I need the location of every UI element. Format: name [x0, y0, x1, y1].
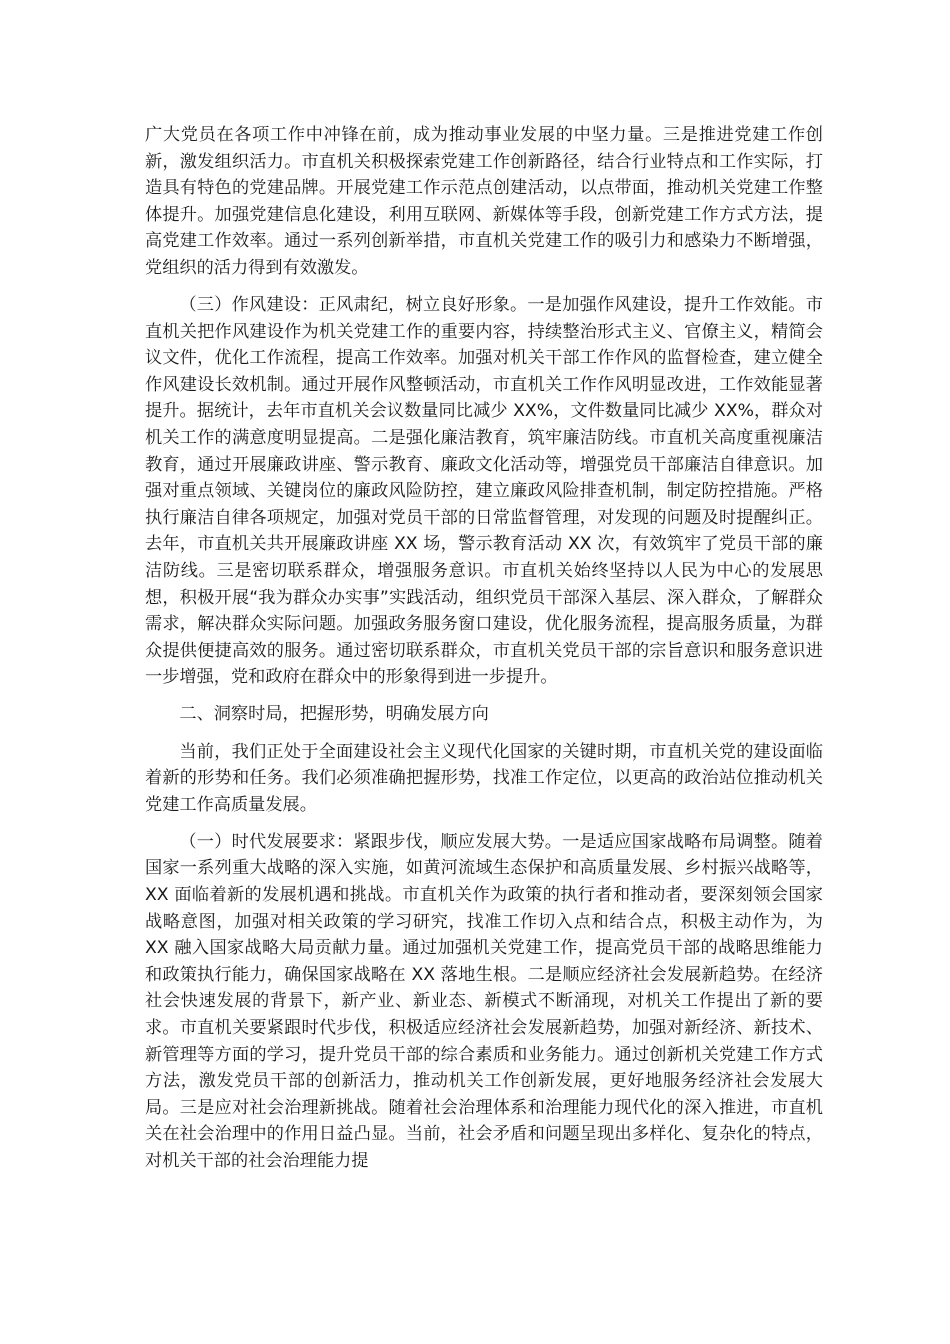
section-heading: 二、洞察时局，把握形势，明确发展方向	[179, 704, 489, 725]
paragraph-continuation: 广大党员在各项工作中冲锋在前，成为推动事业发展的中坚力量。三是推进党建工作创新，激发组织活力。市直机关积极探索党建工作创新路径，结合行业特点和工作实际，打造具有特色的党建品牌。开展党建工作示范点创建活动，以点带面，推动机关党建工作整体提升。加强党建信息化建设，利用互联网、新媒体等手段，创新党建工作方式方法，提高党建工作效率。通过一系列创新举措，市直机关党建工作的吸引力和感染力不断增强，党组织的活力得到有效激发。	[145, 125, 823, 278]
paragraph-conduct-building: （三）作风建设：正风肃纪，树立良好形象。一是加强作风建设，提升工作效能。市直机关把作风建设作为机关党建工作的重要内容，持续整治形式主义、官僚主义，精简会议文件，优化工作流程，提高工作效率。加强对机关干部工作作风的监督检查，建立健全作风建设长效机制。通过开展作风整顿活动，市直机关工作作风明显改进，工作效能显著提升。据统计，去年市直机关会议数量同比减少 XX%，文件数量同比减少 XX%，群众对机关工作的满意度明显提高。二是强化廉洁教育，筑牢廉洁防线。市直机关高度重视廉洁教育，通过开展廉政讲座、警示教育、廉政文化活动等，增强党员干部廉洁自律意识。加强对重点领域、关键岗位的廉政风险防控，建立廉政风险排查机制，制定防控措施。严格执行廉洁自律各项规定，加强对党员干部的日常监督管理，对发现的问题及时提醒纠正。去年，市直机关共开展廉政讲座 XX 场，警示教育活动 XX 次，有效筑牢了党员干部的廉洁防线。三是密切联系群众，增强服务意识。市直机关始终坚持以人民为中心的发展思想，积极开展“我为群众办实事”实践活动，组织党员干部深入基层、深入群众，了解群众需求，解决群众实际问题。加强政务服务窗口建设，优化服务流程，提高服务质量，为群众提供便捷高效的服务。通过密切联系群众，市直机关党员干部的宗旨意识和服务意识进一步增强，党和政府在群众中的形象得到进一步提升。	[145, 295, 823, 688]
paragraph-era-requirements: （一）时代发展要求：紧跟步伐，顺应发展大势。一是适应国家战略布局调整。随着国家一系列重大战略的深入实施，如黄河流域生态保护和高质量发展、乡村振兴战略等，XX 面临着新的发展机遇和挑战。市直机关作为政策的执行者和推动者，要深刻领会国家战略意图，加强对相关政策的学习研究，找准工作切入点和结合点，积极主动作为，为 XX 融入国家战略大局贡献力量。通过加强机关党建工作，提高党员干部的战略思维能力和政策执行能力，确保国家战略在 XX 落地生根。二是顺应经济社会发展新趋势。在经济社会快速发展的背景下，新产业、新业态、新模式不断涌现，对机关工作提出了新的要求。市直机关要紧跟时代步伐，积极适应经济社会发展新趋势，加强对新经济、新技术、新管理等方面的学习，提升党员干部的综合素质和业务能力。通过创新机关党建工作方式方法，激发党员干部的创新活力，推动机关工作创新发展，更好地服务经济社会发展大局。三是应对社会治理新挑战。随着社会治理体系和治理能力现代化的深入推进，市直机关在社会治理中的作用日益凸显。当前，社会矛盾和问题呈现出多样化、复杂化的特点，对机关干部的社会治理能力提	[145, 831, 823, 1171]
paragraph-situation-intro: 当前，我们正处于全面建设社会主义现代化国家的关键时期，市直机关党的建设面临着新的形势和任务。我们必须准确把握形势，找准工作定位，以更高的政治站位推动机关党建工作高质量发展。	[145, 741, 823, 815]
document-body	[145, 122, 823, 1185]
